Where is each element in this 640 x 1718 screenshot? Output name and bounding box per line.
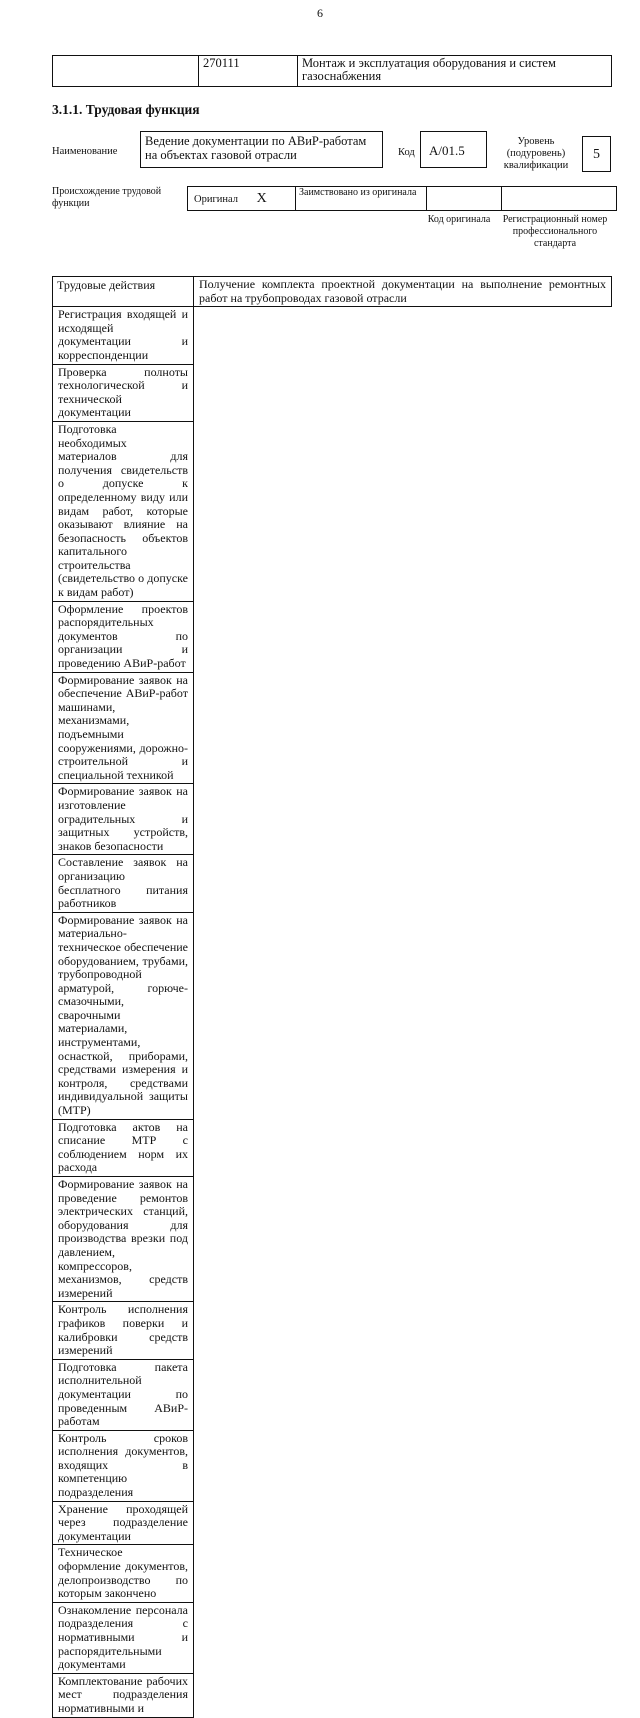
qualification-code: 270111 xyxy=(199,56,298,87)
origin-table xyxy=(187,186,617,211)
qualification-name: Монтаж и эксплуатация оборудования и систем газоснабжения xyxy=(298,56,612,87)
reg-number-cell xyxy=(502,187,617,211)
empty-cell xyxy=(53,56,199,87)
action-item: Проверка полноты технологической и технической документации xyxy=(53,364,194,421)
level-label: Уровень (подуровень) квалификации xyxy=(503,136,569,171)
function-code: A/01.5 xyxy=(420,131,487,168)
qualification-row xyxy=(52,55,612,87)
action-item: Подготовка пакета исполнительной документации по проведенным АВиР-работам xyxy=(53,1359,194,1430)
action-item: Контроль исполнения графиков поверки и калибровки средств измерений xyxy=(53,1302,194,1359)
reg-number-caption: Регистрационный номер профессионального стандарта xyxy=(502,214,608,249)
code-original-cell xyxy=(427,187,502,211)
action-item: Формирование заявок на проведение ремонтов электрических станций, оборудования для производства врезки под давлением, компрессоров, механизмов, средств измерений xyxy=(53,1177,194,1302)
code-original-caption: Код оригинала xyxy=(427,214,491,225)
action-item: Подготовка актов на списание МТР с соблюдением норм их расхода xyxy=(53,1119,194,1176)
action-item: Техническое оформление документов, делопроизводство по которым закончено xyxy=(53,1545,194,1602)
name-label: Наименование xyxy=(52,146,118,157)
action-item: Комплектование рабочих мест подразделения нормативными и xyxy=(53,1673,194,1717)
action-item: Оформление проектов распорядительных документов по организации и проведению АВиР-работ xyxy=(53,601,194,672)
action-item: Подготовка необходимых материалов для получения свидетельств о допуске к определенному виду или видам работ, которые оказывают влияние на безопасность объектов капитального строительства (свидетельство о допуске к видам работ) xyxy=(53,421,194,601)
action-item: Хранение проходящей через подразделение документации xyxy=(53,1501,194,1545)
action-item: Получение комплекта проектной документации на выполнение ремонтных работ на трубопроводах газовой отрасли xyxy=(194,277,612,307)
actions-table xyxy=(52,276,612,1718)
action-item: Формирование заявок на материально-техническое обеспечение оборудованием, трубами, трубопроводной арматурой, горюче-смазочными, сварочными материалами, инструментами, оснасткой, приборами, средствами измерения и контроля, средствами индивидуальной защиты (МТР) xyxy=(53,912,194,1119)
code-label: Код xyxy=(398,147,415,158)
action-item: Ознакомление персонала подразделения с нормативными и распорядительными документами xyxy=(53,1602,194,1673)
actions-label: Трудовые действия xyxy=(53,277,194,307)
action-item: Формирование заявок на изготовление оградительных и защитных устройств, знаков безопасности xyxy=(53,784,194,855)
borrowed-label: Заимствовано из оригинала xyxy=(296,187,427,211)
origin-label: Происхождение трудовой функции xyxy=(52,186,162,209)
original-mark: X xyxy=(256,190,267,206)
original-cell xyxy=(188,187,296,211)
section-title: 3.1.1. Трудовая функция xyxy=(52,102,200,117)
page-number: 6 xyxy=(317,6,323,20)
qualification-level: 5 xyxy=(582,136,611,172)
action-item: Формирование заявок на обеспечение АВиР-работ машинами, механизмами, подъемными сооружениями, дорожно-строительной и специальной техникой xyxy=(53,672,194,784)
action-item: Регистрация входящей и исходящей документации и корреспонденции xyxy=(53,307,194,364)
function-name: Ведение документации по АВиР-работам на объектах газовой отрасли xyxy=(140,131,383,168)
action-item: Составление заявок на организацию бесплатного питания работников xyxy=(53,855,194,912)
action-item: Контроль сроков исполнения документов, входящих в компетенцию подразделения xyxy=(53,1430,194,1501)
original-label: Оригинал xyxy=(194,193,238,205)
